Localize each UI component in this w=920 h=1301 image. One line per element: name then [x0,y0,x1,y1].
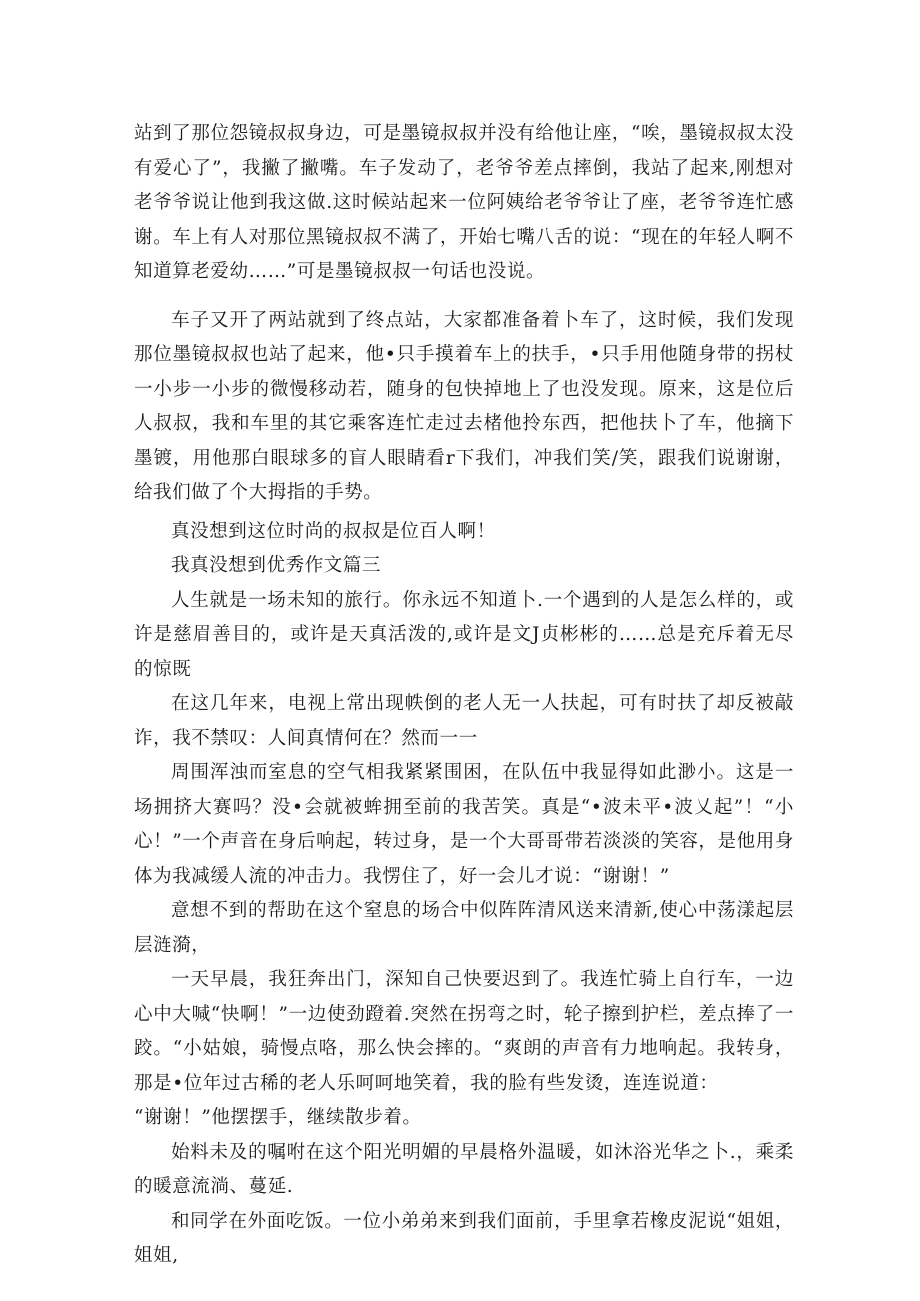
document-body [134,117,794,1274]
paragraph-5: 人生就是一场未知的旅行。你永远不知道卜.一个遇到的人是怎么样的，或许是慈眉善目的，或许是天真活泼的,或许是文J贞彬彬的……总是充斥着无尽的惊既 [134,589,794,680]
paragraph-9: 一天早晨，我狂奔出门，深知自己快要迟到了。我连忙骑上自行车，一边心中大喊“快啊！”一边使劲蹬着.突然在拐弯之时，轮子擦到护栏，差点捧了一跤。“小姑娘，骑慢点咯，那么快会摔的。“爽朗的声音有力地响起。我转身，那是•位年过古稀的老人乐呵呵地笑着，我的脸有些发烫，连连说道： [134,969,794,1094]
paragraph-1: 站到了那位怨镜叔叔身边，可是墨镜叔叔并没有给他让座，“唉，墨镜叔叔太没有爱心了”，我撇了撇嘴。车子发动了，老爷爷差点摔倒，我站了起来,刚想对老爷爷说让他到我这做.这时候站起来一位阿姨给老爷爷让了座，老爷爷连忙感谢。车上有人对那位黑镜叔叔不满了，开始七嘴八舌的说：“现在的年轻人啊不知道算老爱幼……”可是墨镜叔叔一句话也没说。 [134,123,794,282]
paragraph-2: 车子又开了两站就到了终点站，大家都准备着卜车了，这时候，我们发现那位墨镜叔叔也站了起来，他•只手摸着车上的扶手，•只手用他随身带的拐杖一小步一小步的微慢移动若，随身的包快掉地上了也没发现。原来，这是位后人叔叔，我和车里的其它乘客连忙走过去楮他拎东西，把他扶卜了车，他摘下墨镀，用他那白眼球多的盲人眼睛看r下我们，冲我们笑/笑，跟我们说谢谢，给我们做了个大拇指的手势。 [134,309,794,503]
paragraph-3: 真没想到这位时尚的叔叔是位百人啊！ [171,520,496,542]
paragraph-11: 始料未及的嘱咐在这个阳光明媚的早晨格外温暖，如沐浴光华之卜.，乘柔的暖意流淌、蔓延. [134,1141,794,1197]
paragraph-12: 和同学在外面吃饭。一位小弟弟来到我们面前，手里拿若橡皮泥说“姐姐，姐姐, [134,1210,794,1266]
section-heading: 我真没想到优秀作文篇三 [171,555,382,576]
paragraph-6: 在这几年来，电视上常出现帙倒的老人无一人扶起，可有时扶了却反被敲诈，我不禁叹：人间真情何在？然而一一 [134,693,794,749]
paragraph-7: 周围浑浊而室息的空气相我紧紧围困，在队伍中我显得如此渺小。这是一场拥挤大赛吗？没•会就被蛑拥至前的我苦笑。真是“•波未平•波乂起”！“小心！”一个声音在身后响起，转过身，是一个大哥哥带若淡淡的笑容，是他用身体为我减缓人流的冲击力。我愣住了，好一会儿才说：“谢谢！” [134,762,794,887]
paragraph-8: 意想不到的帮助在这个窒息的场合中似阵阵清风送来清新,使心中荡漾起层层涟漪， [134,900,794,956]
paragraph-10: “谢谢！”他摆摆手，继续散步着。 [134,1107,422,1128]
